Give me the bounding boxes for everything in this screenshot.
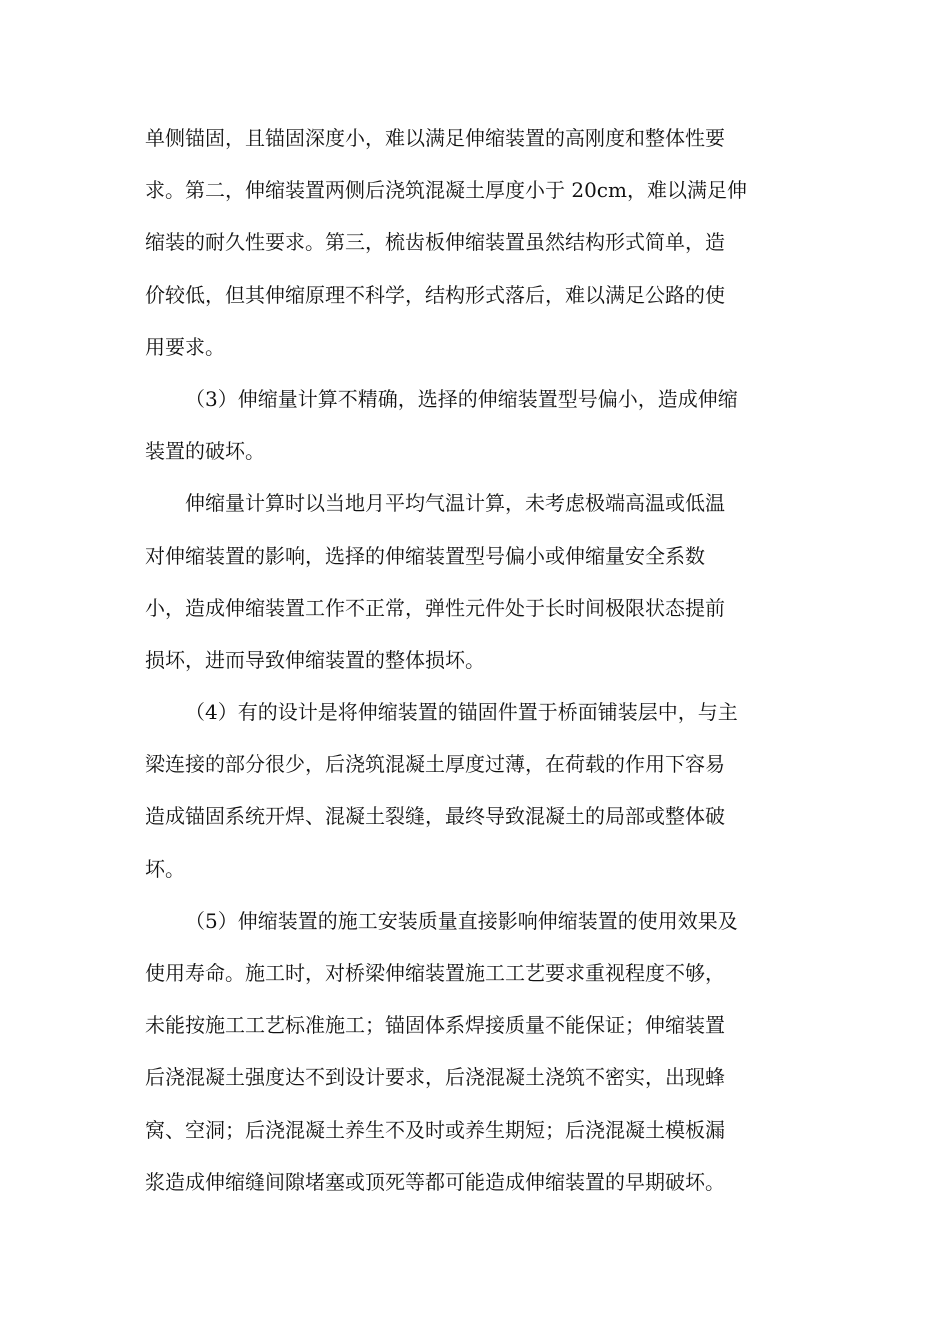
text-line: 使用寿命。施工时，对桥梁伸缩装置施工工艺要求重视程度不够， (145, 961, 725, 985)
text-line: 用要求。 (145, 334, 225, 359)
text-line: 求。第二，伸缩装置两侧后浇筑混凝土厚度小于 20cm，难以满足伸 (145, 178, 747, 203)
paragraph-item-3-detail (145, 477, 810, 686)
text-line: 对伸缩装置的影响，选择的伸缩装置型号偏小或伸缩量安全系数 (145, 543, 705, 568)
text-line: 后浇混凝土强度达不到设计要求，后浇混凝土浇筑不密实，出现蜂 (145, 1065, 725, 1090)
text-line: 窝、空洞；后浇混凝土养生不及时或养生期短；后浇混凝土模板漏 (145, 1117, 725, 1142)
text-line: 小，造成伸缩装置工作不正常，弹性元件处于长时间极限状态提前 (145, 595, 725, 620)
text-line: 梁连接的部分很少，后浇筑混凝土厚度过薄，在荷载的作用下容易 (145, 752, 725, 777)
text-line: 浆造成伸缩缝间隙堵塞或顶死等都可能造成伸缩装置的早期破坏。 (145, 1169, 725, 1194)
text-line: （5）伸缩装置的施工安装质量直接影响伸缩装置的使用效果及 (185, 908, 738, 933)
text-line: 装置的破坏。 (145, 439, 265, 464)
document-body (145, 112, 810, 1208)
text-line: 单侧锚固，且锚固深度小，难以满足伸缩装置的高刚度和整体性要 (145, 126, 725, 150)
text-line: 坏。 (145, 856, 185, 881)
text-line: 损坏，进而导致伸缩装置的整体损坏。 (145, 647, 485, 672)
paragraph-continuation (145, 112, 810, 373)
paragraph-item-4 (145, 686, 810, 895)
text-line: 价较低，但其伸缩原理不科学，结构形式落后，难以满足公路的使 (145, 282, 725, 307)
paragraph-item-3 (145, 373, 810, 477)
text-line: 造成锚固系统开焊、混凝土裂缝，最终导致混凝土的局部或整体破 (145, 804, 725, 829)
text-line: （3）伸缩量计算不精确，选择的伸缩装置型号偏小，造成伸缩 (185, 386, 738, 411)
text-line: 缩装的耐久性要求。第三，梳齿板伸缩装置虽然结构形式简单，造 (145, 230, 725, 255)
paragraph-item-5 (145, 895, 810, 1208)
text-line: 伸缩量计算时以当地月平均气温计算，未考虑极端高温或低温 (185, 491, 725, 516)
text-line: （4）有的设计是将伸缩装置的锚固件置于桥面铺装层中，与主 (185, 700, 738, 725)
text-line: 未能按施工工艺标准施工；锚固体系焊接质量不能保证；伸缩装置 (145, 1013, 725, 1038)
